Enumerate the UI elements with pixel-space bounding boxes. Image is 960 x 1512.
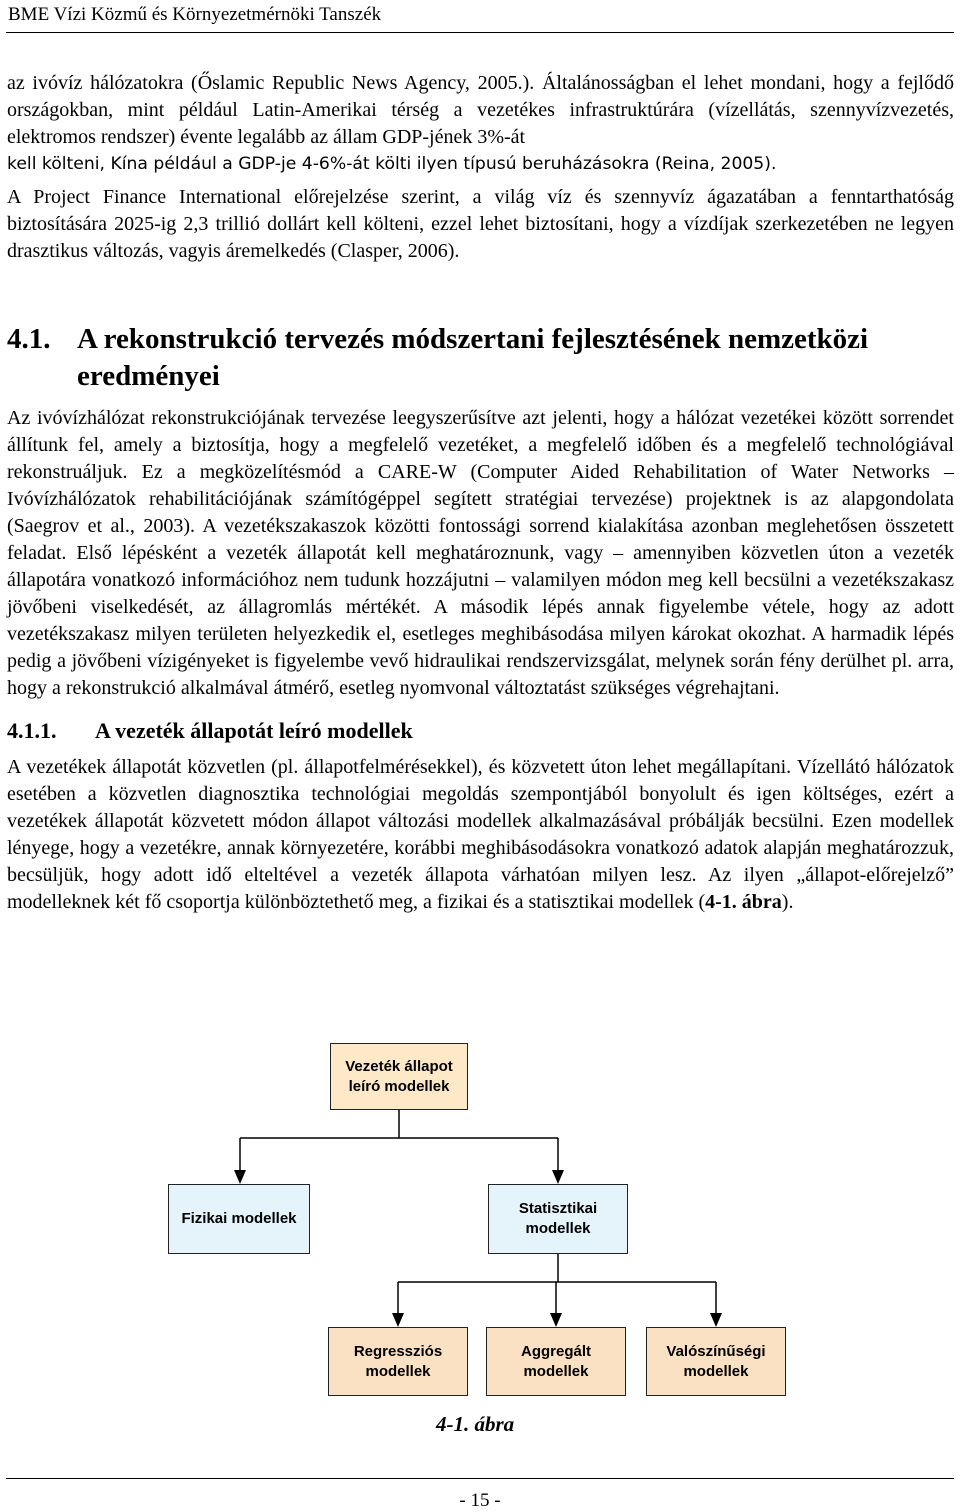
box-fizikai-label: Fizikai modellek [181, 1210, 297, 1227]
paragraph-project-finance: A Project Finance International előrejelzése szerint, a világ víz és szennyvíz ágazatában a fenntarthatóság biztosítására 2025-ig 2,3 trillió dollárt kell költeni, ezzel lehet biztosítani, hogy a vízdíjak szerkezetében ne legyen drasztikus változás, vagyis áremelkedés (Clasper, 2006). [7, 186, 954, 262]
subsection-number: 4.1.1. [7, 718, 57, 743]
paragraph-allapot-text: A vezetékek állapotát közvetlen (pl. állapotfelmérésekkel), és közvetett úton lehet megállapítani. Vízellátó hálózatok esetében a közvetlen diagnosztika technológiai megoldás szempontjából bonyolult és igen költséges, ezért a vezetékek állapotát közvetett módon állapot változási modellek alkalmazásával próbálják becsülni. Ezen modellek lényege, hogy a vezetékre, annak környezetére, korábbi meghibásodásokra vonatkozó adatok alapján meghatározzuk, becsüljük, hogy adott idő elteltével a vezeték állapota várhatóan milyen lesz. Az ilyen „állapot-előrejelző” modelleknek két fő csoportja különböztethető meg, a fizikai és a statisztikai modellek ( [7, 756, 954, 913]
section-title: A rekonstrukció tervezés módszertani fejlesztésének nemzetközi eredményei [77, 323, 869, 392]
paragraph-intro-serif: az ivóvíz hálózatokra (Őslamic Republic News Agency, 2005.). Általánosságban el lehet mondani, hogy a fejlődő országokban, mint például Latin-Amerikai térség a vezetékes infrastruktúrára (vízellátás, szennyvízvezetés, elektromos rendszer) évente legalább az állam GDP-jének 3%-át [7, 72, 954, 148]
diagram-box-fizikai [168, 1184, 310, 1254]
paragraph-intro [7, 70, 954, 151]
section-number: 4.1. [7, 323, 51, 355]
box-stat-line2: modellek [525, 1220, 591, 1237]
arrowhead-stat [552, 1170, 564, 1184]
figure-caption: 4-1. ábra [436, 1412, 515, 1436]
diagram-box-aggregalt [486, 1327, 626, 1396]
box-top-line1: Vezeték állapot [345, 1057, 453, 1075]
diagram-box-statisztikai [488, 1184, 628, 1254]
box-reg-line2: modellek [365, 1362, 431, 1380]
document-body [7, 70, 954, 916]
arrowhead-reg [392, 1313, 404, 1327]
subsection-heading-4-1-1 [7, 716, 954, 746]
arrowhead-val [710, 1313, 722, 1327]
page-number: - 15 - [459, 1490, 501, 1511]
box-val-line2: modellek [683, 1362, 749, 1380]
figure-reference-link[interactable]: 4-1. ábra [705, 891, 782, 913]
box-agg-line1: Aggregált [520, 1342, 591, 1360]
box-reg-line1: Regressziós [353, 1342, 443, 1360]
diagram-box-valoszinusegi [646, 1327, 786, 1396]
box-val-line1: Valószínűségi [666, 1342, 766, 1360]
paragraph-allapot-end: ). [781, 891, 794, 913]
page-header [6, 0, 954, 33]
header-title: BME Vízi Közmű és Környezetmérnöki Tanszék [8, 4, 382, 25]
diagram-box-allapot-modellek [330, 1043, 468, 1110]
paragraph-intro-end: kell költeni, Kína például a GDP-je 4-6%-át költi ilyen típusú beruházásokra (Reina, 2005). [7, 154, 777, 174]
diagram-box-regresszios [328, 1327, 468, 1396]
box-top-line2: leíró modellek [348, 1077, 450, 1095]
arrowhead-fizikai [234, 1170, 246, 1184]
box-agg-line2: modellek [523, 1362, 589, 1380]
arrowhead-agg [550, 1313, 562, 1327]
section-heading-4-1 [7, 321, 954, 395]
paragraph-allapot-modellek [7, 754, 954, 916]
paragraph-rekonstrukcio: Az ivóvízhálózat rekonstrukciójának tervezése leegyszerűsítve azt jelenti, hogy a hálózat vezetékei között sorrendet állítunk fel, amely a biztosítja, hogy a megfelelő vezetéket, a megfelelő időben és a megfelelő technológiával rekonstruáljuk. Ez a megközelítésmód a CARE-W (Computer Aided Rehabilitation of Water Networks – Ivóvízhálózatok rehabilitációjának számítógéppel segített stratégiai tervezése) projektnek is az alapgondolata (Saegrov et al., 2003). A vezetékszakaszok közötti fontossági sorrend kialakítása azonban meglehetősen összetett feladat. Első lépésként a vezeték állapotát kell meghatároznunk, vagy – amennyiben közvetlen úton a vezeték állapotára vonatkozó információhoz nem tudunk hozzájutni – valamilyen módon meg kell becsülni a vezetékszakasz jövőbeni viselkedését, az állagromlás mértékét. A második lépés annak figyelembe vétele, hogy az adott vezetékszakasz milyen területen helyezkedik el, esetleges meghibásodása milyen károkat okozhat. A harmadik lépés pedig a jövőbeni vízigényeket is figyelembe vevő hidraulikai rendszervizsgálat, melynek során fény derülhet pl. arra, hogy a rekonstrukció alkalmával átmérő, esetleg nyomvonal változtatást szükséges végrehajtani. [7, 407, 954, 699]
subsection-title: A vezeték állapotát leíró modellek [95, 718, 413, 743]
footer-divider [6, 1478, 954, 1479]
box-stat-line1: Statisztikai [518, 1200, 598, 1217]
